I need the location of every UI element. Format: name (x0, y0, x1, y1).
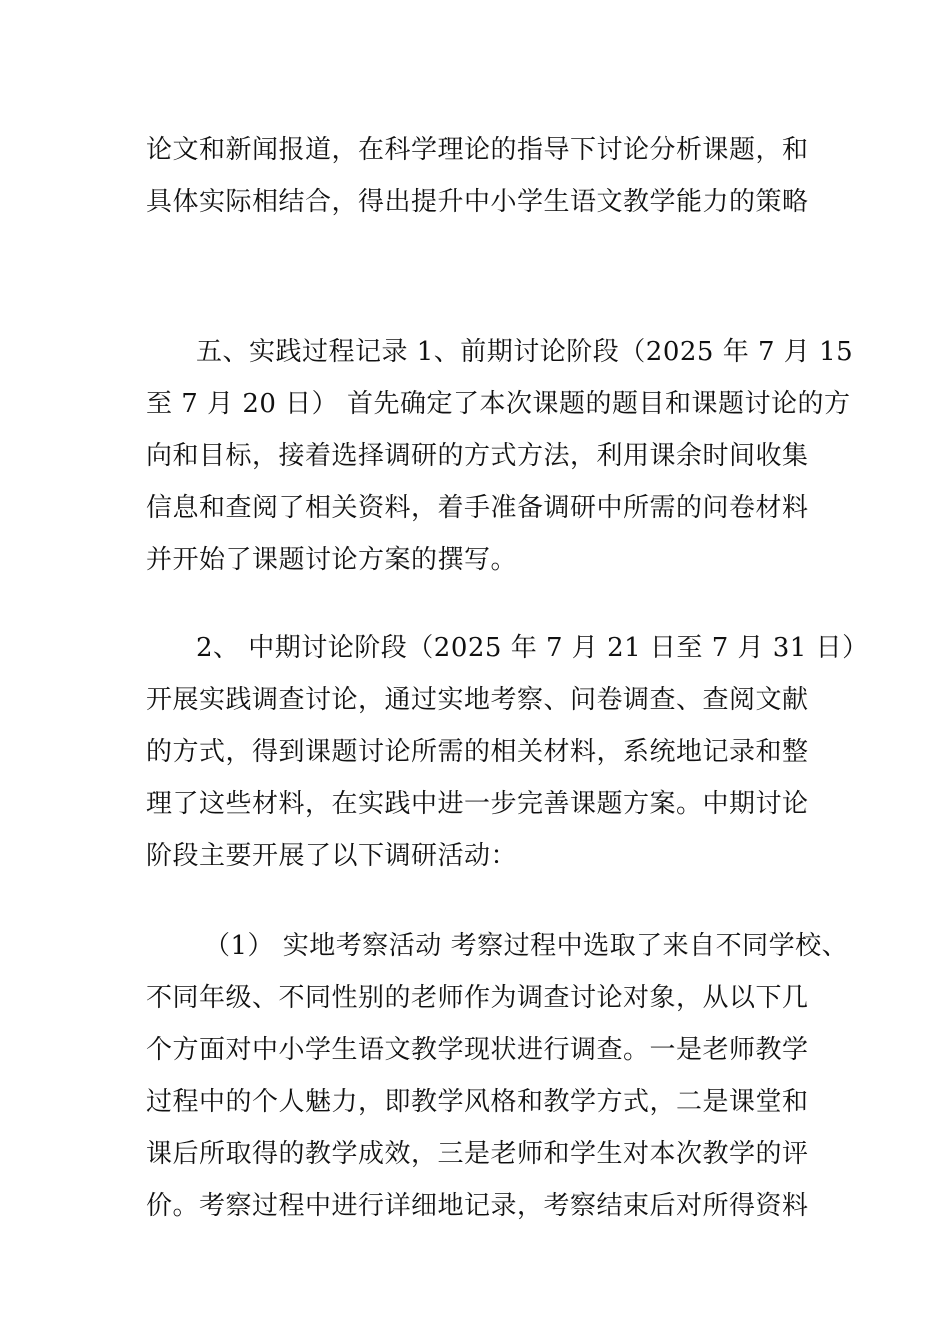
text-line: 并开始了课题讨论方案的撰写。 (146, 545, 518, 575)
text-line: 至 7 月 20 日） 首先确定了本次课题的题目和课题讨论的方 (146, 389, 851, 419)
text-line: （1） 实地考察活动 考察过程中选取了来自不同学校、 (204, 931, 849, 961)
text-line: 价。考察过程中进行详细地记录，考察结束后对所得资料 (146, 1191, 809, 1221)
text-line: 不同年级、不同性别的老师作为调查讨论对象，从以下几 (146, 983, 809, 1013)
text-line: 过程中的个人魅力，即教学风格和教学方式，二是课堂和 (146, 1087, 809, 1117)
paragraph-3 (146, 622, 869, 882)
text-line: 的方式，得到课题讨论所需的相关材料，系统地记录和整 (146, 737, 809, 767)
text-line: 具体实际相结合，得出提升中小学生语文教学能力的策略 (146, 187, 809, 217)
paragraph-2 (146, 326, 854, 586)
text-line: 开展实践调查讨论，通过实地考察、问卷调查、查阅文献 (146, 685, 809, 715)
text-line: 阶段主要开展了以下调研活动： (146, 841, 518, 871)
paragraph-1 (146, 124, 826, 228)
text-line: 信息和查阅了相关资料，着手准备调研中所需的问卷材料 (146, 493, 809, 523)
text-line: 2、 中期讨论阶段（2025 年 7 月 21 日至 7 月 31 日） (196, 633, 869, 663)
paragraph-4 (146, 920, 849, 1232)
text-line: 理了这些材料，在实践中进一步完善课题方案。中期讨论 (146, 789, 809, 819)
text-line: 论文和新闻报道，在科学理论的指导下讨论分析课题，和 (146, 135, 809, 165)
text-line: 五、实践过程记录 1、前期讨论阶段（2025 年 7 月 15 (196, 337, 854, 367)
text-line: 课后所取得的教学成效，三是老师和学生对本次教学的评 (146, 1139, 809, 1169)
text-line: 个方面对中小学生语文教学现状进行调查。一是老师教学 (146, 1035, 809, 1065)
text-line: 向和目标，接着选择调研的方式方法，利用课余时间收集 (146, 441, 809, 471)
